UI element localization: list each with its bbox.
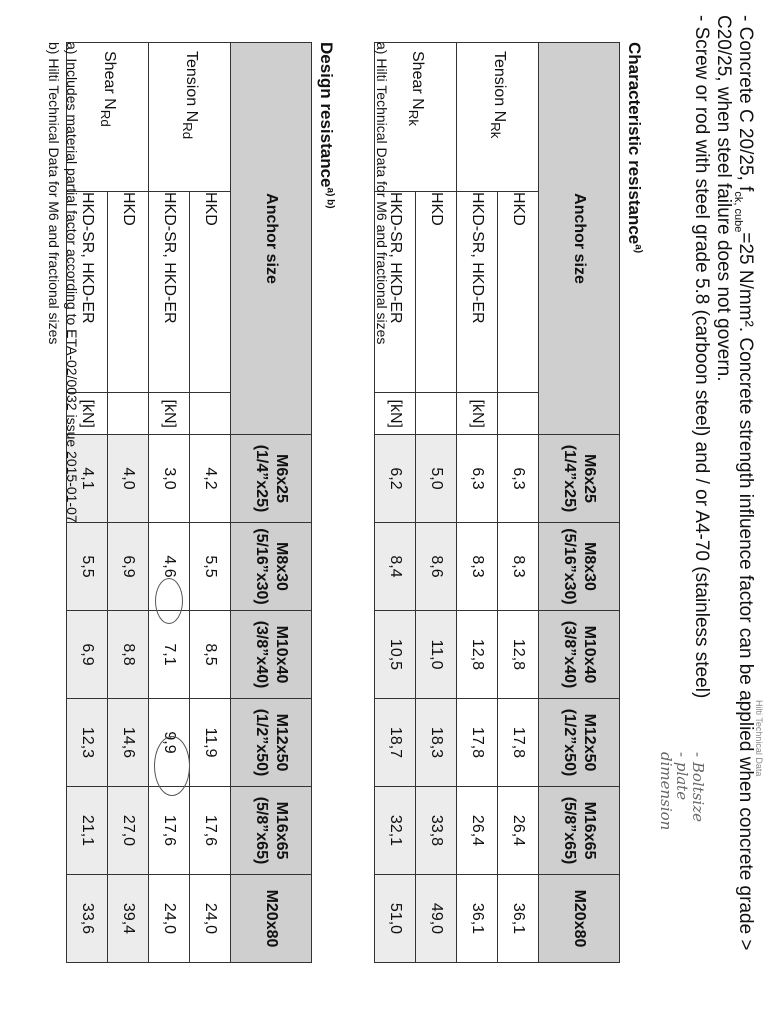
anchor-size-header: Anchor size [539, 43, 620, 435]
unit [108, 393, 149, 435]
size-header: M16x65 (5/8”x65) [539, 787, 620, 875]
anchor-type: HKD [416, 192, 457, 393]
value-cell: 36,1 [457, 875, 498, 963]
unit: [kN] [149, 393, 190, 435]
handwritten-note: - Boltsize - plate dimension [657, 752, 707, 831]
size-header: M20x80 [539, 875, 620, 963]
value-cell: 12,8 [457, 611, 498, 699]
value-cell: 8,3 [498, 523, 539, 611]
value-cell: 49,0 [416, 875, 457, 963]
value-cell: 4,1 [67, 435, 108, 523]
row-label: Tension $N_{Rd}$ [149, 43, 231, 192]
note-concrete: - Concrete C 20/25, $f_{ck, cube}=25$ N/mm². Concrete strength influence factor can be applied when concrete grade > [732, 15, 756, 951]
value-cell: 26,4 [498, 787, 539, 875]
value-cell: 11,0 [416, 611, 457, 699]
value-cell: 8,8 [108, 611, 149, 699]
anchor-type: HKD-SR, HKD-ER [149, 192, 190, 393]
size-header: M10x40 (3/8”x40) [539, 611, 620, 699]
value-cell: 6,2 [375, 435, 416, 523]
value-cell: 8,5 [190, 611, 231, 699]
characteristic-table [374, 42, 620, 963]
note-concrete-cont: C20/25, when steel failure does not govern. [713, 15, 734, 382]
value-cell: 6,3 [457, 435, 498, 523]
unit [416, 393, 457, 435]
handwritten-circle [155, 578, 183, 624]
table-row [190, 43, 231, 963]
anchor-size-header: Anchor size [231, 43, 312, 435]
value-cell: 17,6 [149, 787, 190, 875]
unit: [kN] [375, 393, 416, 435]
value-cell: 5,5 [190, 523, 231, 611]
unit [190, 393, 231, 435]
value-cell: 51,0 [375, 875, 416, 963]
size-header: M8x30 (5/16”x30) [231, 523, 312, 611]
design-table [66, 42, 312, 963]
value-cell: 12,8 [498, 611, 539, 699]
size-header: M20x80 [231, 875, 312, 963]
value-cell: 9,9 [149, 699, 190, 787]
row-label: Tension $N_{Rk}$ [457, 43, 539, 192]
row-label: Shear $N_{Rd}$ [67, 43, 149, 192]
characteristic-footnote: a) Hilti Technical Data for M6 and fractional sizes [374, 42, 390, 345]
value-cell: 24,0 [149, 875, 190, 963]
table-row [108, 43, 149, 963]
value-cell: 8,6 [416, 523, 457, 611]
value-cell: 7,1 [149, 611, 190, 699]
value-cell: 17,8 [498, 699, 539, 787]
unit [498, 393, 539, 435]
value-cell: 18,7 [375, 699, 416, 787]
size-header: M12x50 (1/2”x50) [231, 699, 312, 787]
value-cell: 26,4 [457, 787, 498, 875]
anchor-type: HKD [108, 192, 149, 393]
handwritten-circle [154, 736, 190, 796]
value-cell: 32,1 [375, 787, 416, 875]
anchor-type: HKD [498, 192, 539, 393]
value-cell: 14,6 [108, 699, 149, 787]
value-cell: 17,8 [457, 699, 498, 787]
table-row [416, 43, 457, 963]
value-cell: 8,3 [457, 523, 498, 611]
value-cell: 21,1 [67, 787, 108, 875]
value-cell: 6,3 [498, 435, 539, 523]
note-steel-grade: - Screw or rod with steel grade 5.8 (carboon steel) and / or A4-70 (stainless steel) [691, 15, 712, 699]
value-cell: 4,6 [149, 523, 190, 611]
unit: [kN] [457, 393, 498, 435]
value-cell: 10,5 [375, 611, 416, 699]
value-cell: 17,6 [190, 787, 231, 875]
size-header: M6x25 (1/4”x25) [231, 435, 312, 523]
anchor-type: HKD [190, 192, 231, 393]
characteristic-heading: Characteristic resistance$^{a)}$ [625, 42, 644, 254]
unit: [kN] [67, 393, 108, 435]
anchor-type: HKD-SR, HKD-ER [457, 192, 498, 393]
value-cell: 39,4 [108, 875, 149, 963]
row-label: Shear $N_{Rk}$ [375, 43, 457, 192]
value-cell: 24,0 [190, 875, 231, 963]
value-cell: 11,9 [190, 699, 231, 787]
size-header: M16x65 (5/8”x65) [231, 787, 312, 875]
value-cell: 6,9 [108, 523, 149, 611]
value-cell: 33,6 [67, 875, 108, 963]
anchor-type: HKD-SR, HKD-ER [67, 192, 108, 393]
value-cell: 12,3 [67, 699, 108, 787]
value-cell: 5,0 [416, 435, 457, 523]
size-header: M12x50 (1/2”x50) [539, 699, 620, 787]
value-cell: 6,9 [67, 611, 108, 699]
value-cell: 27,0 [108, 787, 149, 875]
header-stamp: Hilti Technical Data [754, 700, 764, 777]
value-cell: 18,3 [416, 699, 457, 787]
size-header: M10x40 (3/8”x40) [231, 611, 312, 699]
table-row [498, 43, 539, 963]
anchor-type: HKD-SR, HKD-ER [375, 192, 416, 393]
value-cell: 4,0 [108, 435, 149, 523]
value-cell: 4,2 [190, 435, 231, 523]
value-cell: 5,5 [67, 523, 108, 611]
size-header: M6x25 (1/4”x25) [539, 435, 620, 523]
value-cell: 8,4 [375, 523, 416, 611]
value-cell: 3,0 [149, 435, 190, 523]
value-cell: 33,8 [416, 787, 457, 875]
design-heading: Design resistance$^{a) b)}$ [317, 42, 336, 209]
design-footnote-b: b) Hilti Technical Data for M6 and fractional sizes [46, 42, 62, 345]
value-cell: 36,1 [498, 875, 539, 963]
design-footnote-a: a) Includes material partial factor according to ETA-02/0032 issue 2015-01-07 [64, 42, 80, 523]
size-header: M8x30 (5/16”x30) [539, 523, 620, 611]
